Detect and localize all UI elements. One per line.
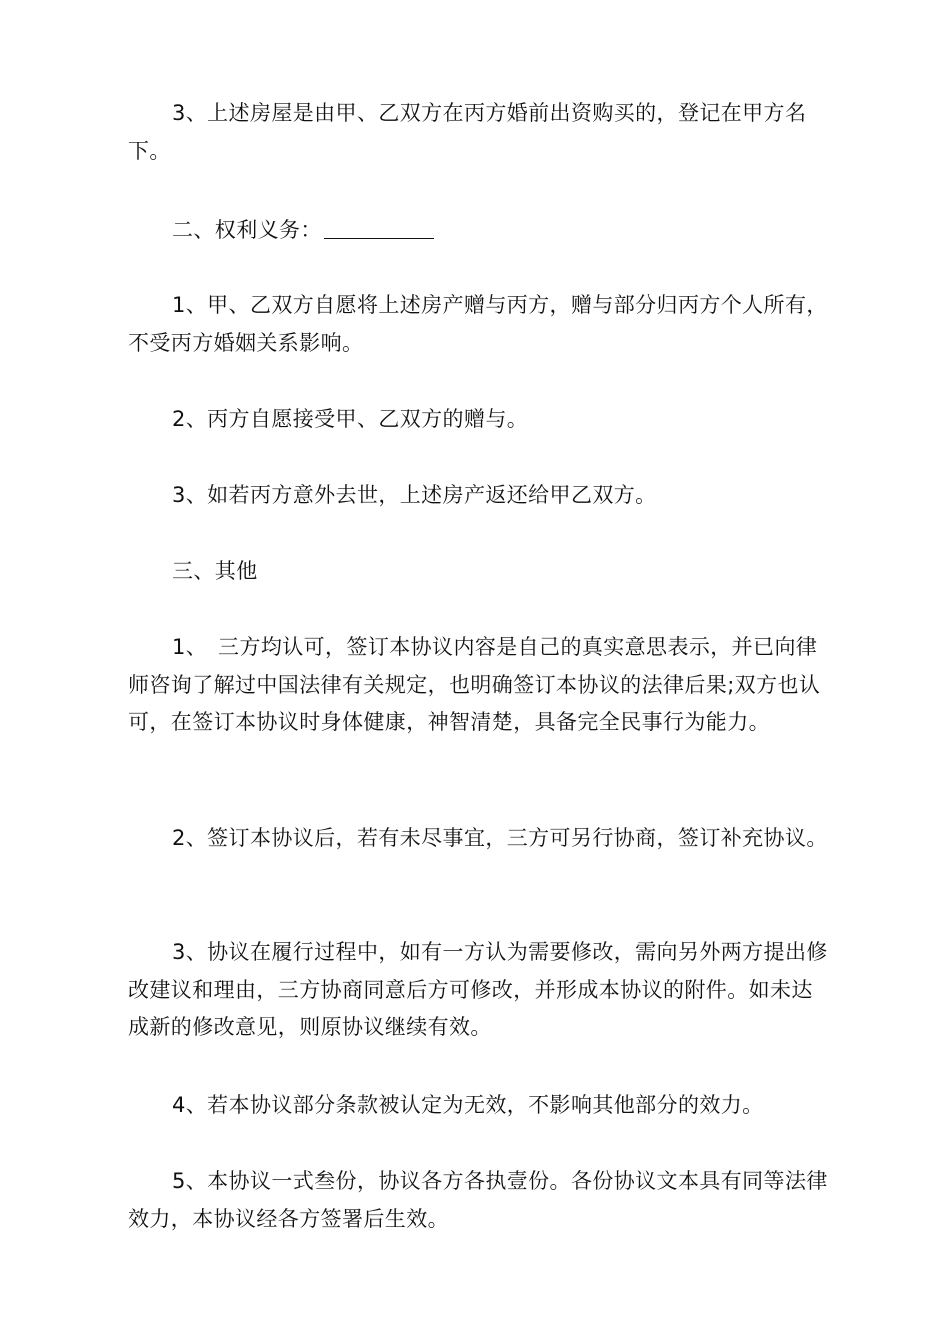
section-heading-rights-obligations	[128, 212, 828, 250]
fill-in-blank-line	[324, 216, 434, 239]
clause-partial-invalidity: 4、若本协议部分条款被认定为无效，不影响其他部分的效力。	[172, 1093, 764, 1117]
section-heading-text: 二、权利义务：	[172, 218, 322, 242]
clause-copies-effectiveness: 5、本协议一式叁份，协议各方各执壹份。各份协议文本具有同等法律效力，本协议经各方签署后生效。	[128, 1169, 828, 1231]
clause-property-return: 3、如若丙方意外去世，上述房产返还给甲乙双方。	[172, 483, 657, 507]
clause-gift-property: 1、甲、乙双方自愿将上述房产赠与丙方，赠与部分归丙方个人所有，不受丙方婚姻关系影响。	[128, 293, 828, 355]
clause-accept-gift: 2、丙方自愿接受甲、乙双方的赠与。	[172, 407, 529, 431]
section-heading-other: 三、其他	[172, 559, 258, 583]
clause-modification: 3、协议在履行过程中，如有一方认为需要修改，需向另外两方提出修改建议和理由，三方协商同意后方可修改，并形成本协议的附件。如未达成新的修改意见，则原协议继续有效。	[128, 940, 828, 1039]
clause-property-purchase: 3、上述房屋是由甲、乙双方在丙方婚前出资购买的，登记在甲方名下。	[128, 101, 807, 163]
clause-supplementary-agreement: 2、签订本协议后，若有未尽事宜，三方可另行协商，签订补充协议。	[172, 826, 828, 850]
clause-mutual-recognition: 1、 三方均认可，签订本协议内容是自己的真实意思表示，并已向律师咨询了解过中国法律有关规定，也明确签订本协议的法律后果;双方也认可，在签订本协议时身体健康，神智清楚，具备完全民事行为能力。	[128, 635, 821, 734]
